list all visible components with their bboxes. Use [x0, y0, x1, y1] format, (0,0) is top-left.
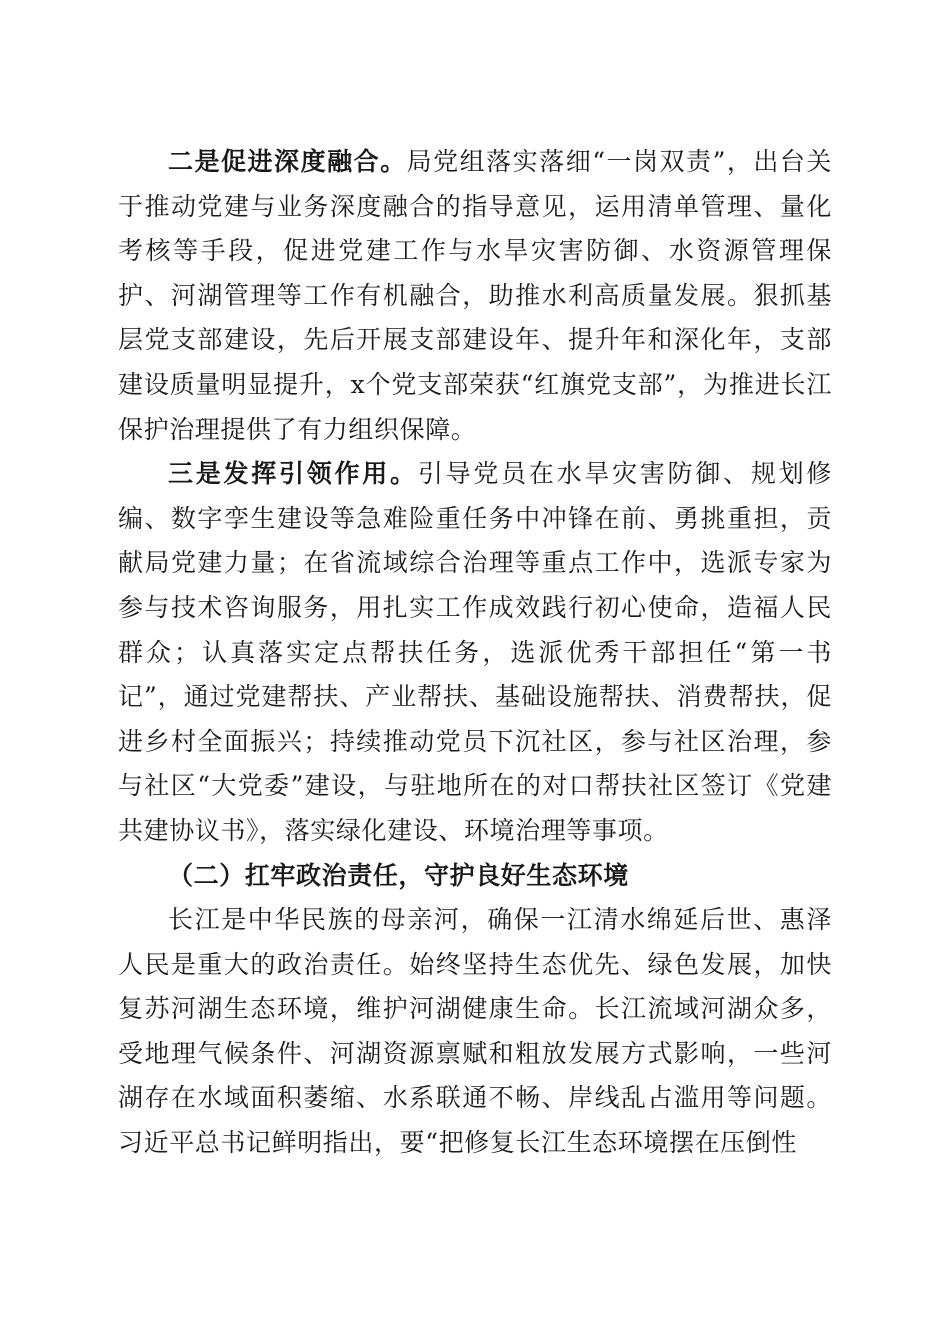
paragraph-deep-integration — [118, 140, 832, 452]
paragraph-yangtze: 长江是中华民族的母亲河，确保一江清水绵延后世、惠泽人民是重大的政治责任。始终坚持生态优先、绿色发展，加快复苏河湖生态环境，维护河湖健康生命。长江流域河湖众多，受地理气候条件、河湖资源禀赋和粗放发展方式影响，一些河湖存在水域面积萎缩、水系联通不畅、岸线乱占滥用等问题。习近平总书记鲜明指出，要“把修复长江生态环境摆在压倒性 — [118, 905, 832, 1158]
paragraph-leading-role — [118, 452, 832, 853]
paragraph-lead: 二是促进深度融合。 — [168, 147, 407, 176]
document-body — [118, 140, 832, 1166]
paragraph-lead: 三是发挥引领作用。 — [168, 459, 418, 489]
paragraph-text: 局党组落实落细“一岗双责”，出台关于推动党建与业务深度融合的指导意见，运用清单管理、量化考核等手段，促进党建工作与水旱灾害防御、水资源管理保护、河湖管理等工作有机融合，助推水利高质量发展。狠抓基层党支部建设，先后开展支部建设年、提升年和深化年，支部建设质量明显提升，x个党支部荣获“红旗党支部”，为推进长江保护治理提供了有力组织保障。 — [118, 147, 832, 444]
section-heading: （二）扛牢政治责任，守护良好生态环境 — [168, 860, 629, 890]
paragraph-text: 引导党员在水旱灾害防御、规划修编、数字孪生建设等急难险重任务中冲锋在前、勇挑重担，贡献局党建力量；在省流域综合治理等重点工作中，选派专家为参与技术咨询服务，用扎实工作成效践行初心使命，造福人民群众；认真落实定点帮扶任务，选派优秀干部担任“第一书记”，通过党建帮扶、产业帮扶、基础设施帮扶、消费帮扶，促进乡村全面振兴；持续推动党员下沉社区，参与社区治理，参与社区“大党委”建设，与驻地所在的对口帮扶社区签订《党建共建协议书》，落实绿化建设、环境治理等事项。 — [118, 459, 832, 845]
